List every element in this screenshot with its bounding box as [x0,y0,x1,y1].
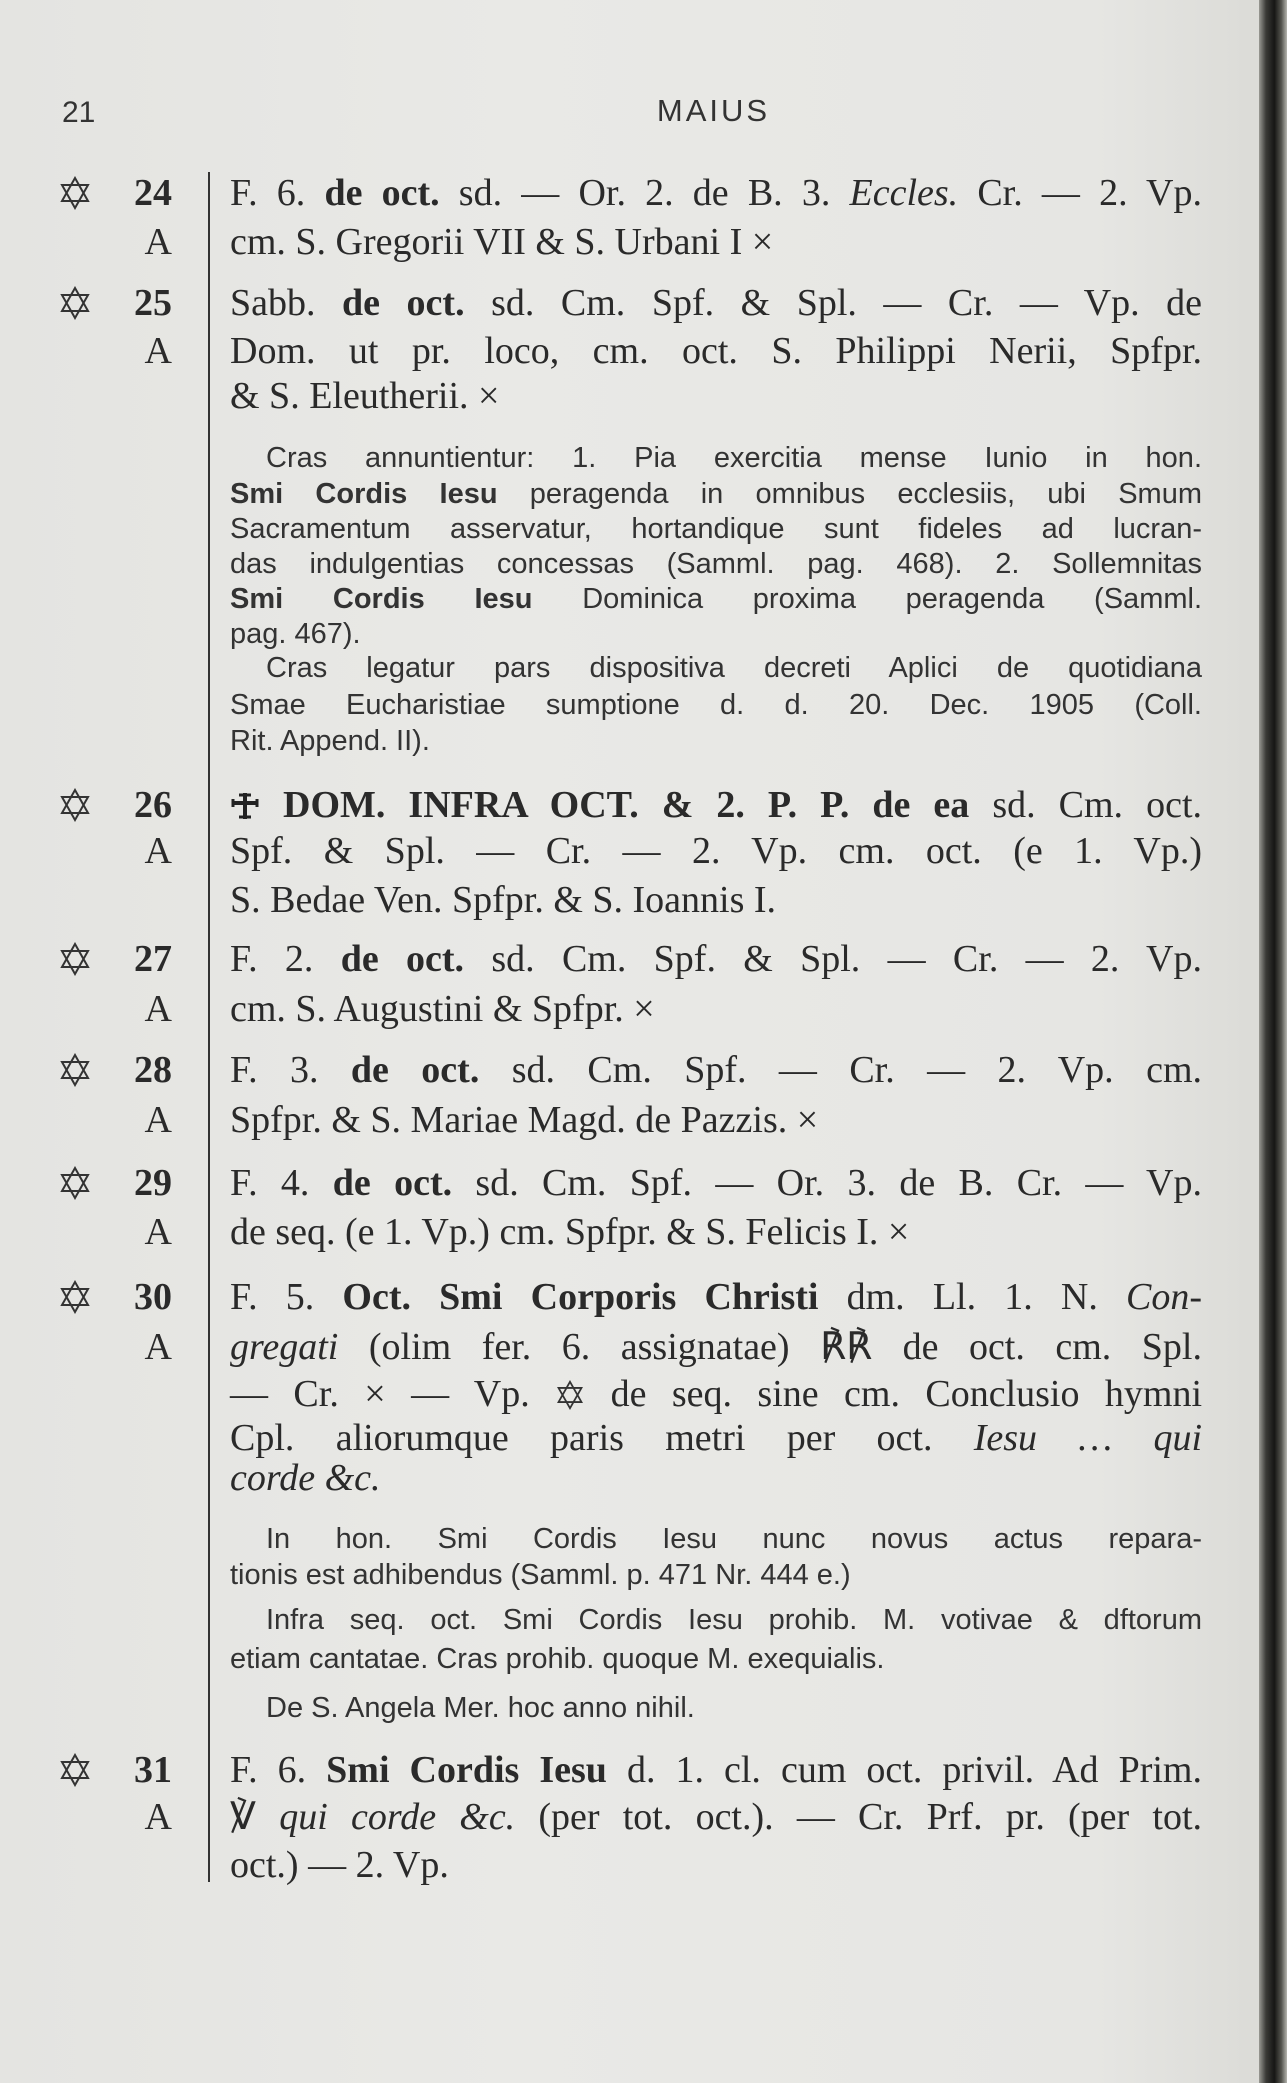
text-segment: de oct. [350,1049,480,1091]
text-line [230,511,1202,547]
text-line [230,1208,1202,1256]
hexagram-star-icon [58,1166,92,1200]
cross-icon [230,785,260,815]
text-line [230,581,1202,617]
page-title: MAIUS [656,93,771,128]
text-segment: Con- [1126,1276,1202,1318]
text-line [230,1370,1202,1418]
text-segment: & S. Eleutherii. × [230,375,500,417]
text-line [230,546,1202,582]
day-number: 24 [134,172,172,214]
text-line [266,1521,1202,1557]
text-segment: F. 3. [230,1049,351,1091]
text-line [266,1690,1202,1726]
day-number: 28 [134,1049,172,1091]
text-line [230,327,1202,375]
text-segment: etiam cantatae. Cras prohib. quoque M. exequialis. [230,1643,885,1675]
hexagram-star-icon [555,1374,585,1404]
text-segment: Smi Cordis Iesu [326,1749,607,1791]
text-segment: sd. Cm. Spf. & Spl. — Cr. — 2. Vp. [464,938,1202,980]
text-segment: de oct. [332,1162,453,1204]
text-segment: Oct. Smi Corporis Christi [342,1276,819,1318]
day-number: 26 [134,784,172,826]
text-segment: F. 6. [230,1749,327,1791]
text-line [230,1454,1202,1502]
hexagram-star-icon [58,1280,92,1314]
day-number: 31 [134,1749,172,1791]
text-segment: sd. Cm. Spf. — Or. 3. de B. Cr. — Vp. [452,1162,1202,1204]
text-segment: Dom. ut pr. loco, cm. oct. S. Philippi Nerii, Spfpr. [230,330,1202,372]
dominical-letter: A [144,1796,172,1838]
text-line [230,876,1202,924]
text-segment: Cr. — 2. Vp. [958,172,1202,214]
hexagram-star-icon [58,1053,92,1087]
text-segment: de oct. [324,172,440,214]
text-line [230,476,1202,512]
text-line [230,1159,1202,1207]
text-line [230,616,1202,652]
text-line [230,279,1202,327]
text-segment: Sabb. [230,282,343,324]
text-line [230,218,1202,266]
text-line [230,827,1202,875]
text-segment: De S. Angela Mer. hoc anno nihil. [266,1692,695,1724]
text-line [230,1557,1202,1593]
dominical-letter: A [144,1326,172,1368]
text-segment: Rit. Append. II). [230,725,430,757]
text-segment: Smi Cordis Iesu [230,583,533,615]
text-segment: Eccles. [849,172,959,214]
text-segment: Spfpr. & S. Mariae Magd. de Pazzis. × [230,1099,819,1141]
text-line [230,1841,1202,1889]
text-segment: F. 6. [230,172,325,214]
text-segment: Dominica proxima peragenda (Samml. [532,583,1203,615]
book-binding-edge [1259,0,1287,2083]
text-segment: d. 1. cl. cum oct. privil. Ad Prim. [606,1749,1202,1791]
text-segment: cm. S. Augustini & Spfpr. × [230,988,655,1030]
text-segment: de oct. [340,938,465,980]
text-segment: Cras legatur pars dispositiva decreti Aplici de quotidiana [266,652,1202,684]
text-segment: F. 4. [230,1162,333,1204]
text-segment: sd. Cm. oct. [969,784,1202,826]
dominical-letter: A [144,1211,172,1253]
text-line [230,1323,1202,1371]
text-segment: Infra seq. oct. Smi Cordis Iesu prohib. M. votivae & dftorum [266,1604,1202,1636]
text-segment: F. 5. [230,1276,343,1318]
text-segment: corde &c. [230,1457,381,1499]
text-line [230,1273,1202,1321]
text-line [230,1793,1202,1841]
text-segment: oct.) — 2. Vp. [230,1844,449,1886]
day-number: 25 [134,282,172,324]
day-number: 30 [134,1276,172,1318]
text-line [230,781,1202,829]
text-segment: de seq. (e 1. Vp.) cm. Spfpr. & S. Felicis I. × [230,1211,910,1253]
text-segment: S. Bedae Ven. Spfpr. & S. Ioannis I. [230,879,777,921]
text-line [230,372,1202,420]
hexagram-star-icon [58,788,92,822]
text-segment: Spf. & Spl. — Cr. — 2. Vp. cm. oct. (e 1. Vp.) [230,830,1202,872]
text-segment: Smi Cordis Iesu [230,478,498,510]
text-segment: qui corde &c. [279,1796,516,1838]
text-line [230,1046,1202,1094]
page-number: 21 [62,96,96,129]
hexagram-star-icon [58,176,92,210]
text-segment: pag. 467). [230,618,361,650]
text-segment: Cras annuntientur: 1. Pia exercitia mense Iunio in hon. [266,442,1202,474]
text-segment: In hon. Smi Cordis Iesu nunc novus actus repara- [266,1523,1202,1555]
hexagram-star-icon [58,286,92,320]
text-line [230,169,1202,217]
text-segment: cm. S. Gregorii VII & S. Urbani I × [230,221,774,263]
dominical-letter: A [144,830,172,872]
text-line [266,1602,1202,1638]
text-line [266,440,1202,476]
dominical-letter: A [144,1099,172,1141]
hexagram-star-icon [58,1753,92,1787]
text-segment: gregati [230,1326,339,1368]
text-segment: sd. Cm. Spf. — Cr. — 2. Vp. cm. [479,1049,1202,1091]
hexagram-star-icon [58,942,92,976]
text-segment: peragenda in omnibus ecclesiis, ubi Smum [497,478,1203,510]
text-segment: de oct. [342,282,465,324]
text-segment: (olim fer. 6. assignatae) ℟℟ de oct. cm. Spl. [338,1326,1202,1368]
text-segment: ℣ [230,1796,280,1838]
day-number: 29 [134,1162,172,1204]
text-line [230,1746,1202,1794]
text-segment: Sacramentum asservatur, hortandique sunt fideles ad lucran- [230,513,1202,545]
text-segment: F. 2. [230,938,341,980]
text-segment: dm. Ll. 1. N. [818,1276,1126,1318]
dominical-letter: A [144,330,172,372]
text-segment: das indulgentias concessas (Samml. pag. 468). 2. Sollemnitas [230,548,1202,580]
text-segment: — Cr. × — Vp. [230,1373,556,1415]
text-line [230,985,1202,1033]
text-segment: de seq. sine cm. Conclusio hymni [585,1373,1203,1415]
text-line [230,1641,1202,1677]
column-divider [208,172,210,1882]
dominical-letter: A [144,988,172,1030]
text-segment: tionis est adhibendus (Samml. p. 471 Nr. 444 e.) [230,1559,851,1591]
text-segment: DOM. INFRA OCT. & 2. P. P. de ea [260,784,970,826]
text-line [230,687,1202,723]
text-line [266,650,1202,686]
text-line [230,723,1202,759]
text-segment: (per tot. oct.). — Cr. Prf. pr. (per tot. [515,1796,1203,1838]
text-segment: sd. — Or. 2. de B. 3. [439,172,850,214]
text-line [230,935,1202,983]
text-line [230,1096,1202,1144]
text-segment: Smae Eucharistiae sumptione d. d. 20. Dec. 1905 (Coll. [230,689,1202,721]
text-segment: Cpl. aliorumque paris metri per oct. [230,1417,974,1459]
text-segment: Iesu … qui [973,1417,1202,1459]
day-number: 27 [134,938,172,980]
text-segment: sd. Cm. Spf. & Spl. — Cr. — Vp. de [464,282,1203,324]
dominical-letter: A [144,221,172,263]
